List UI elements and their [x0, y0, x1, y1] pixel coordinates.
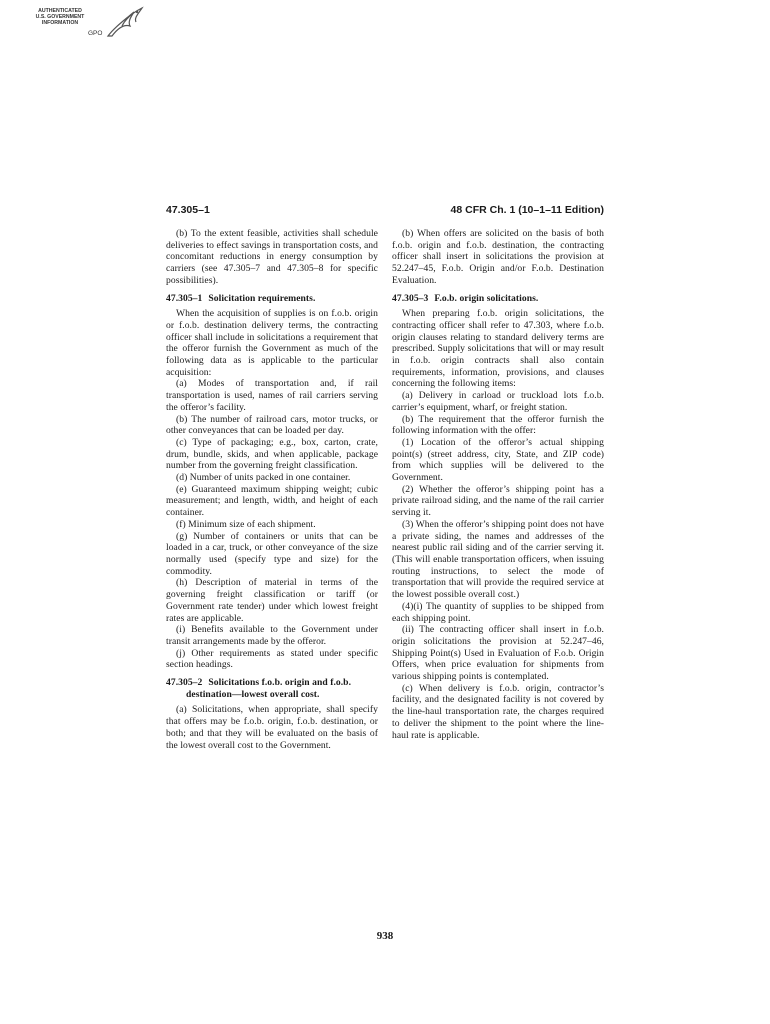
paragraph: (f) Minimum size of each shipment. [176, 518, 316, 530]
logo-line-2: U.S. GOVERNMENT [35, 14, 85, 20]
eagle-icon [104, 6, 144, 40]
section-heading-title: F.o.b. origin solicitations. [434, 292, 539, 304]
paragraph: (d) Number of units packed in one container. [176, 472, 351, 484]
paragraph: When preparing f.o.b. origin solicitations, the contracting officer shall refer to 47.303, where f.o.b. origin clauses relating to standard delivery terms are prescribed. Supply solicitations that will or may result in f.o.b. origin contracts shall also contain requirements, information, provisions, and clauses concerning the following items: [392, 308, 604, 390]
paragraph: (j) Other requirements as stated under specific section headings. [166, 647, 378, 671]
paragraph: (b) When offers are solicited on the basis of both f.o.b. origin and f.o.b. destination, the contracting officer shall insert in solicitations the provision at 52.247–45, F.o.b. Origin and/or F.o.b. Destination Evaluation. [392, 228, 604, 286]
section-heading-number: 47.305–1 [166, 292, 203, 304]
paragraph: (a) Solicitations, when appropriate, shall specify that offers may be f.o.b. origin, f.o.b. destination, or both; and that they will be evaluated on the basis of the lowest overall cost to the Government. [166, 704, 378, 751]
paragraph: (i) Benefits available to the Government under transit arrangements made by the offeror. [166, 624, 378, 647]
paragraph: (b) To the extent feasible, activities shall schedule deliveries to effect savings in transportation costs, and concomitant reductions in energy consumption by carriers (see 47.305–7 and 47.305–8 for specific possibilities). [166, 228, 378, 286]
paragraph: (b) The requirement that the offeror furnish the following information with the offer: [392, 413, 604, 437]
logo-line-1: AUTHENTICATED [38, 8, 82, 14]
paragraph: (b) The number of railroad cars, motor trucks, or other conveyances that can be loaded per day. [166, 413, 378, 437]
section-heading [166, 293, 378, 305]
section-heading-title: Solicitations f.o.b. origin and f.o.b. destination—lowest overall cost. [186, 677, 352, 700]
paragraph: (3) When the offeror’s shipping point does not have a private siding, the names and addresses of the nearest public rail siding and of the carrier serving it. (This will enable transportation officers, when issuing routing instructions, to select the mode of transportation that will provide the required service at the lowest possible overall cost.) [392, 518, 604, 601]
paragraph: (1) Location of the offeror’s actual shipping point(s) (street address, city, State, and ZIP code) from which supplies will be delivered to the Government. [392, 436, 604, 484]
cfr-title: 48 CFR Ch. 1 (10–1–11 Edition) [450, 204, 604, 216]
section-number: 47.305–1 [166, 204, 210, 216]
paragraph: (4)(i) The quantity of supplies to be shipped from each shipping point. [392, 600, 604, 624]
logo-line-3: INFORMATION [41, 20, 79, 26]
section-heading-number: 47.305–2 [166, 677, 203, 689]
paragraph: (c) Type of packaging; e.g., box, carton, crate, drum, bundle, skids, and when applicable, package number from the governing freight classification. [166, 436, 378, 472]
paragraph: (a) Delivery in carload or truckload lots f.o.b. carrier’s equipment, wharf, or freight station. [392, 390, 604, 413]
paragraph: When the acquisition of supplies is on f.o.b. origin or f.o.b. destination delivery terms, the contracting officer shall include in solicitations a requirement that the offeror furnish the Government as much of the following data as is applicable to the particular acquisition: [166, 308, 378, 378]
paragraph: (g) Number of containers or units that can be loaded in a car, truck, or other conveyance of the size normally used (specify type and size) for the commodity. [166, 530, 378, 577]
left-column [166, 228, 378, 751]
section-heading [166, 677, 378, 700]
page-number: 938 [376, 930, 394, 942]
running-head [166, 204, 604, 218]
paragraph: (a) Modes of transportation and, if rail transportation is used, names of rail carriers serving the offeror’s facility. [166, 378, 378, 413]
paragraph: (2) Whether the offeror’s shipping point has a private railroad siding, and the name of the rail carrier serving it. [392, 483, 604, 519]
section-heading [392, 293, 604, 305]
paragraph: (e) Guaranteed maximum shipping weight; cubic measurement; and length, width, and height of each container. [166, 483, 378, 519]
paragraph: (c) When delivery is f.o.b. origin, contractor’s facility, and the designated facility is not covered by the line-haul transportation rate, the charges required to deliver the shipment to the point where the line-haul rate is applicable. [392, 682, 604, 741]
gpo-logo-text [28, 8, 92, 26]
gpo-mark: GPO [88, 30, 103, 37]
paragraph: (ii) The contracting officer shall insert in f.o.b. origin solicitations the provision at 52.247–46, Shipping Point(s) Used in Evaluation of F.o.b. Origin Offers, when price evaluation for shipments from various shipping points is contemplated. [392, 624, 604, 683]
paragraph: (h) Description of material in terms of the governing freight classification or tariff (or Government rate tender) under which lowest freight rates are applicable. [166, 577, 378, 624]
gpo-authentication-logo [28, 6, 144, 46]
section-heading-number: 47.305–3 [392, 292, 429, 304]
section-heading-title: Solicitation requirements. [208, 292, 316, 304]
right-column [392, 228, 604, 741]
